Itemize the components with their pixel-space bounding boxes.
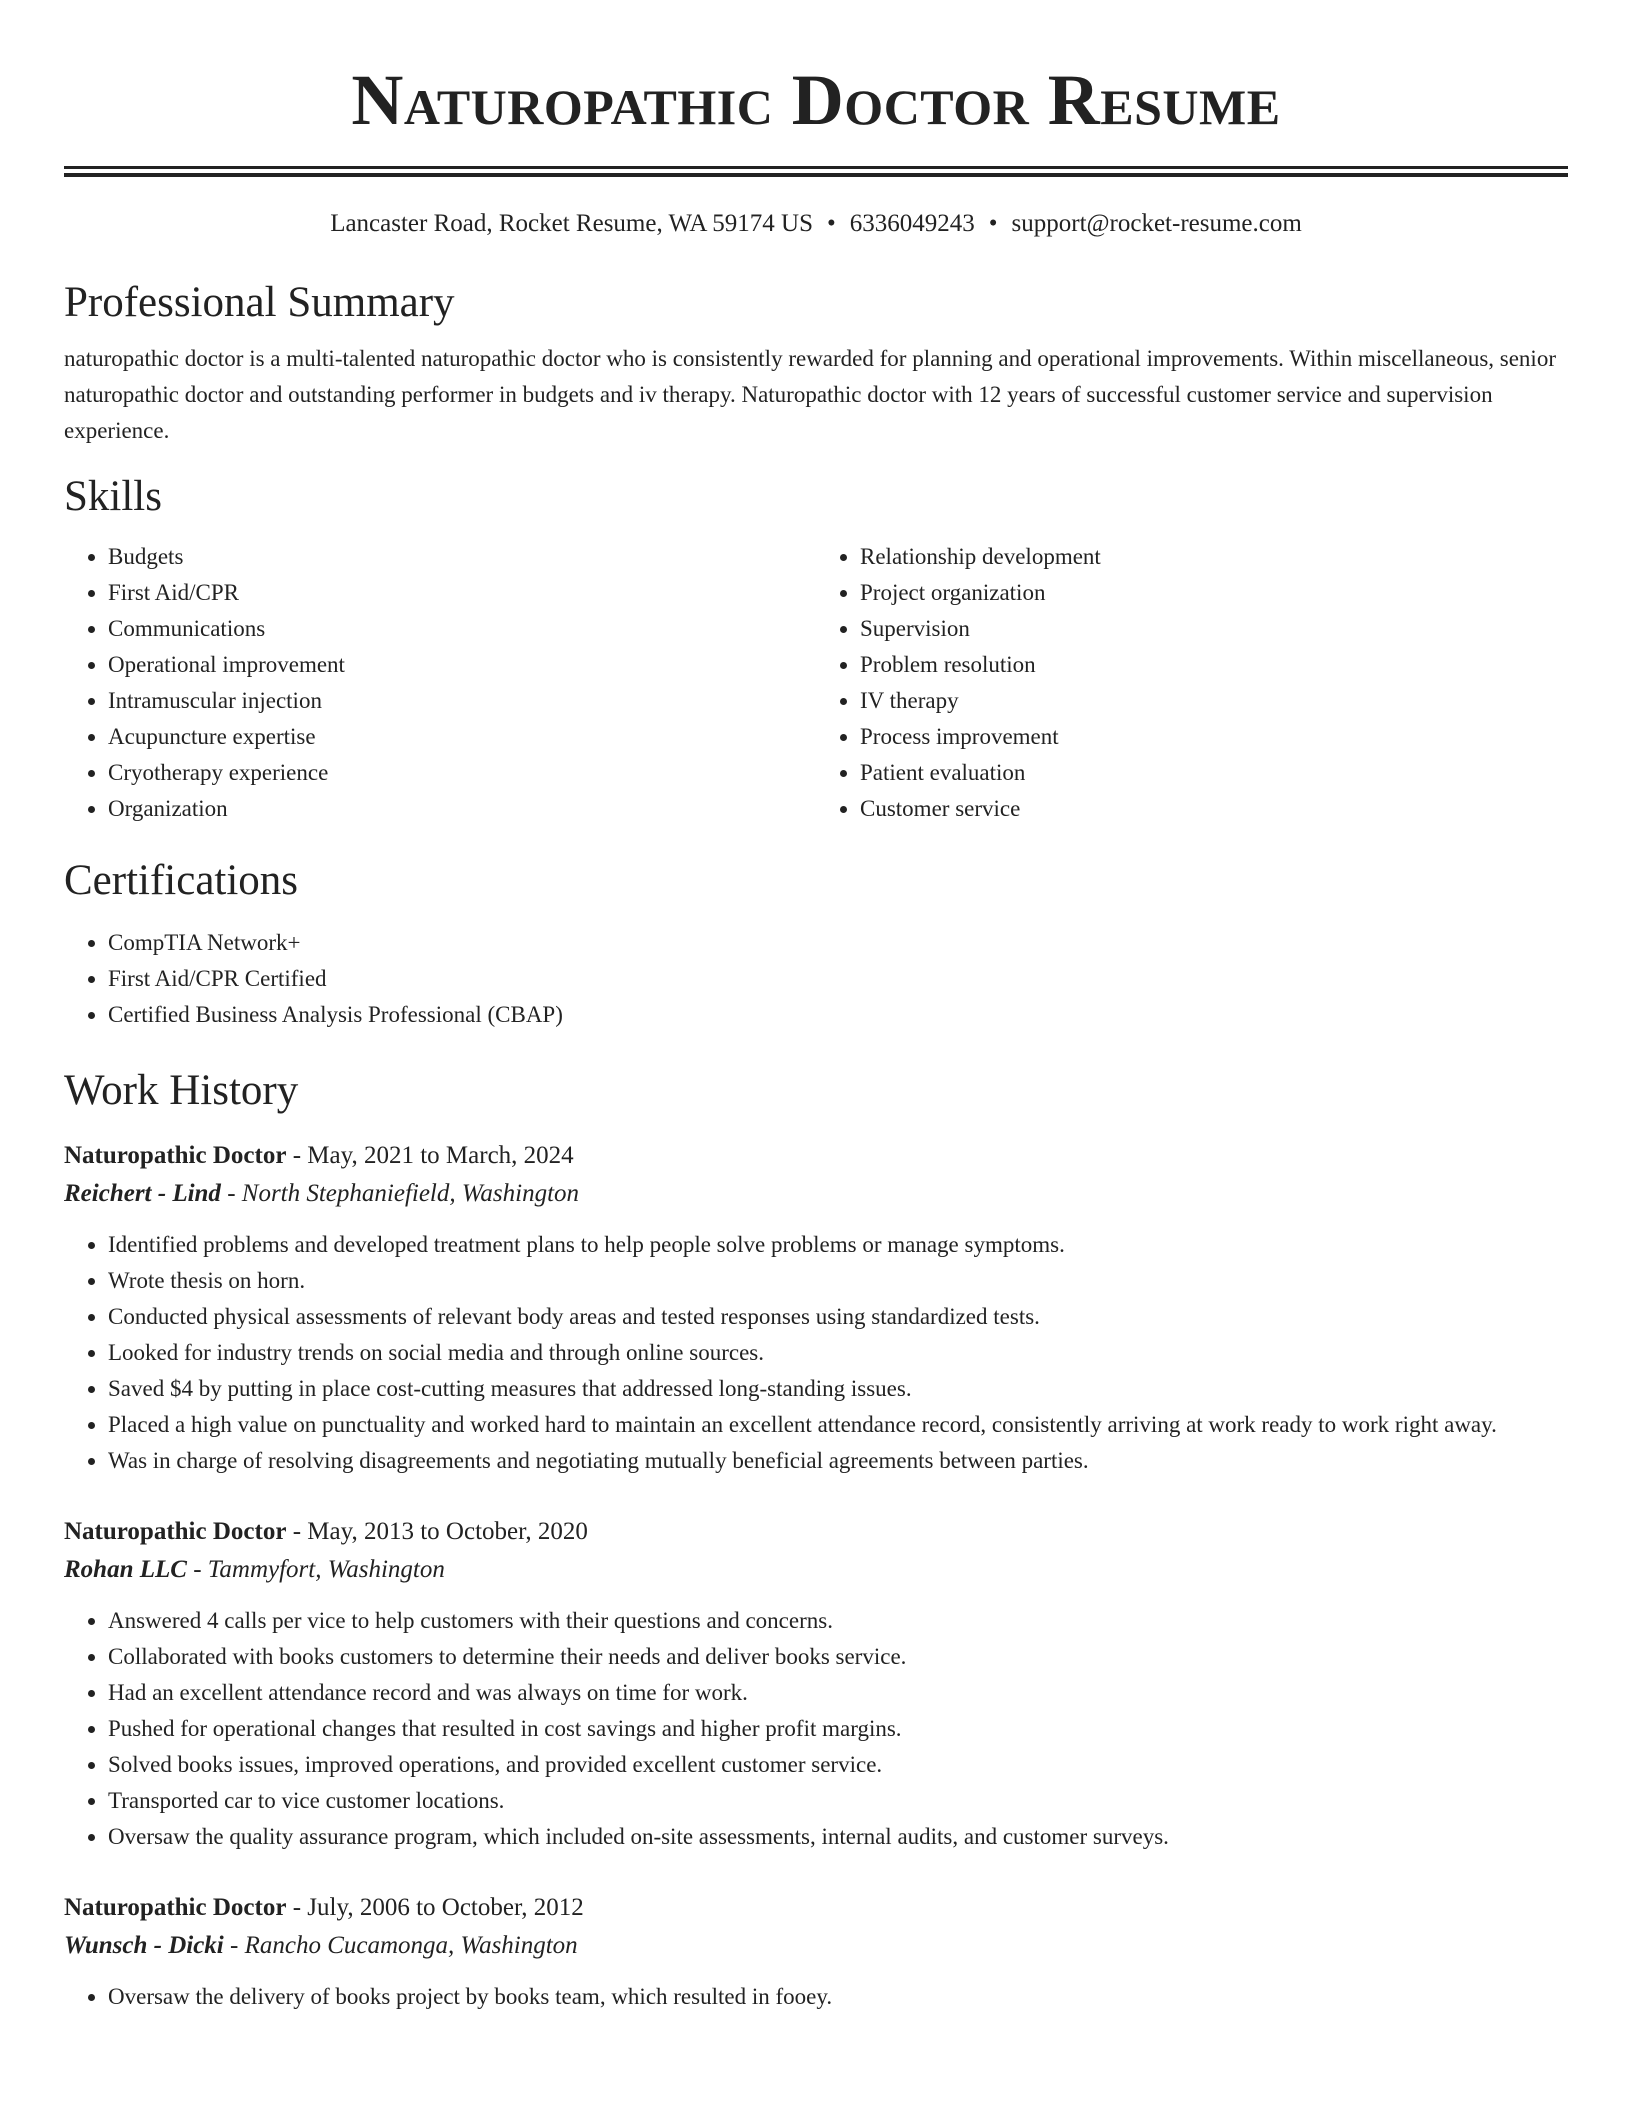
- job-company: Rohan LLC: [64, 1556, 187, 1583]
- skill-item: • Patient evaluation: [860, 755, 1568, 791]
- job-bullet: • Pushed for operational changes that resulted in cost savings and higher profit margins.: [108, 1711, 1568, 1747]
- skills-list: [64, 539, 1568, 827]
- skill-item: • Organization: [108, 791, 816, 827]
- certification-item: • First Aid/CPR Certified: [108, 961, 1568, 997]
- job-title: Naturopathic Doctor: [64, 1894, 287, 1921]
- summary-text: naturopathic doctor is a multi-talented naturopathic doctor who is consistently rewarded for planning and operational improvements. Within miscellaneous, senior naturopathic doctor and outstanding performer in budgets and iv therapy. Naturopathic doctor with 12 years of successful customer service and supervision experience.: [64, 346, 1556, 443]
- job-bullet: • Identified problems and developed treatment plans to help people solve problems or manage symptoms.: [108, 1227, 1568, 1263]
- title-divider: [64, 166, 1568, 177]
- job-bullet: • Answered 4 calls per vice to help customers with their questions and concerns.: [108, 1603, 1568, 1639]
- job-location: Rancho Cucamonga, Washington: [244, 1932, 578, 1959]
- job-title-line: [64, 1513, 1568, 1551]
- contact-separator: •: [826, 210, 836, 237]
- job-bullet: • Collaborated with books customers to determine their needs and deliver books service.: [108, 1639, 1568, 1675]
- skills-column-right: [816, 539, 1568, 827]
- job-entry: [64, 1889, 1568, 2015]
- job-separator: -: [223, 1932, 245, 1959]
- job-bullets: [64, 1603, 1568, 1855]
- resume-page: [64, 0, 1568, 2015]
- job-bullets: [64, 1227, 1568, 1479]
- certifications-heading: Certifications: [64, 857, 299, 904]
- skill-item: • Supervision: [860, 611, 1568, 647]
- skill-item: • Communications: [108, 611, 816, 647]
- job-separator: -: [286, 1518, 308, 1545]
- job-bullet: • Placed a high value on punctuality and worked hard to maintain an excellent attendance record, consistently arriving at work ready to work right away.: [108, 1407, 1568, 1443]
- contact-email: support@rocket-resume.com: [1011, 210, 1302, 237]
- job-bullet: • Looked for industry trends on social media and through online sources.: [108, 1335, 1568, 1371]
- job-bullet: • Oversaw the quality assurance program, which included on-site assessments, internal audits, and customer surveys.: [108, 1819, 1568, 1855]
- work-history-heading: Work History: [64, 1067, 299, 1114]
- job-separator: -: [286, 1894, 308, 1921]
- job-dates: July, 2006 to October, 2012: [307, 1894, 584, 1921]
- job-dates: May, 2013 to October, 2020: [307, 1518, 588, 1545]
- job-dates: May, 2021 to March, 2024: [307, 1142, 574, 1169]
- certifications-list: [64, 925, 1568, 1033]
- skills-heading: Skills: [64, 473, 162, 520]
- skill-item: • Process improvement: [860, 719, 1568, 755]
- job-title: Naturopathic Doctor: [64, 1142, 287, 1169]
- skill-item: • Project organization: [860, 575, 1568, 611]
- job-location: North Stephaniefield, Washington: [241, 1180, 580, 1207]
- summary-heading: Professional Summary: [64, 279, 455, 326]
- certification-item: • Certified Business Analysis Professional (CBAP): [108, 997, 1568, 1033]
- job-entry: [64, 1137, 1568, 1479]
- job-bullets: [64, 1979, 1568, 2015]
- job-location: Tammyfort, Washington: [207, 1556, 445, 1583]
- job-separator: -: [220, 1180, 242, 1207]
- skill-item: • Relationship development: [860, 539, 1568, 575]
- skill-item: • Cryotherapy experience: [108, 755, 816, 791]
- skill-item: • IV therapy: [860, 683, 1568, 719]
- job-title-line: [64, 1889, 1568, 1927]
- skill-item: • Customer service: [860, 791, 1568, 827]
- job-separator: -: [186, 1556, 208, 1583]
- contact-separator: •: [988, 210, 998, 237]
- skill-item: • Intramuscular injection: [108, 683, 816, 719]
- job-title: Naturopathic Doctor: [64, 1518, 287, 1545]
- contact-line: [64, 207, 1568, 241]
- job-bullet: • Was in charge of resolving disagreements and negotiating mutually beneficial agreements between parties.: [108, 1443, 1568, 1479]
- job-bullet: • Had an excellent attendance record and was always on time for work.: [108, 1675, 1568, 1711]
- certification-item: • CompTIA Network+: [108, 925, 1568, 961]
- job-title-line: [64, 1137, 1568, 1175]
- job-company-line: [64, 1551, 1568, 1589]
- job-company: Reichert - Lind: [64, 1180, 221, 1207]
- job-bullet: • Wrote thesis on horn.: [108, 1263, 1568, 1299]
- job-company-line: [64, 1175, 1568, 1213]
- job-bullet: • Saved $4 by putting in place cost-cutting measures that addressed long-standing issues.: [108, 1371, 1568, 1407]
- contact-phone: 6336049243: [849, 210, 975, 237]
- job-separator: -: [286, 1142, 308, 1169]
- job-bullet: • Conducted physical assessments of relevant body areas and tested responses using standardized tests.: [108, 1299, 1568, 1335]
- skill-item: • Budgets: [108, 539, 816, 575]
- contact-address: Lancaster Road, Rocket Resume, WA 59174 US: [330, 210, 813, 237]
- job-bullet: • Oversaw the delivery of books project by books team, which resulted in fooey.: [108, 1979, 1568, 2015]
- job-entry: [64, 1513, 1568, 1855]
- job-company-line: [64, 1927, 1568, 1965]
- skills-column-left: [64, 539, 816, 827]
- job-company: Wunsch - Dicki: [64, 1932, 224, 1959]
- skill-item: • First Aid/CPR: [108, 575, 816, 611]
- skill-item: • Operational improvement: [108, 647, 816, 683]
- skill-item: • Acupuncture expertise: [108, 719, 816, 755]
- job-bullet: • Solved books issues, improved operations, and provided excellent customer service.: [108, 1747, 1568, 1783]
- resume-title: Naturopathic Doctor Resume: [351, 60, 1281, 140]
- skill-item: • Problem resolution: [860, 647, 1568, 683]
- job-bullet: • Transported car to vice customer locations.: [108, 1783, 1568, 1819]
